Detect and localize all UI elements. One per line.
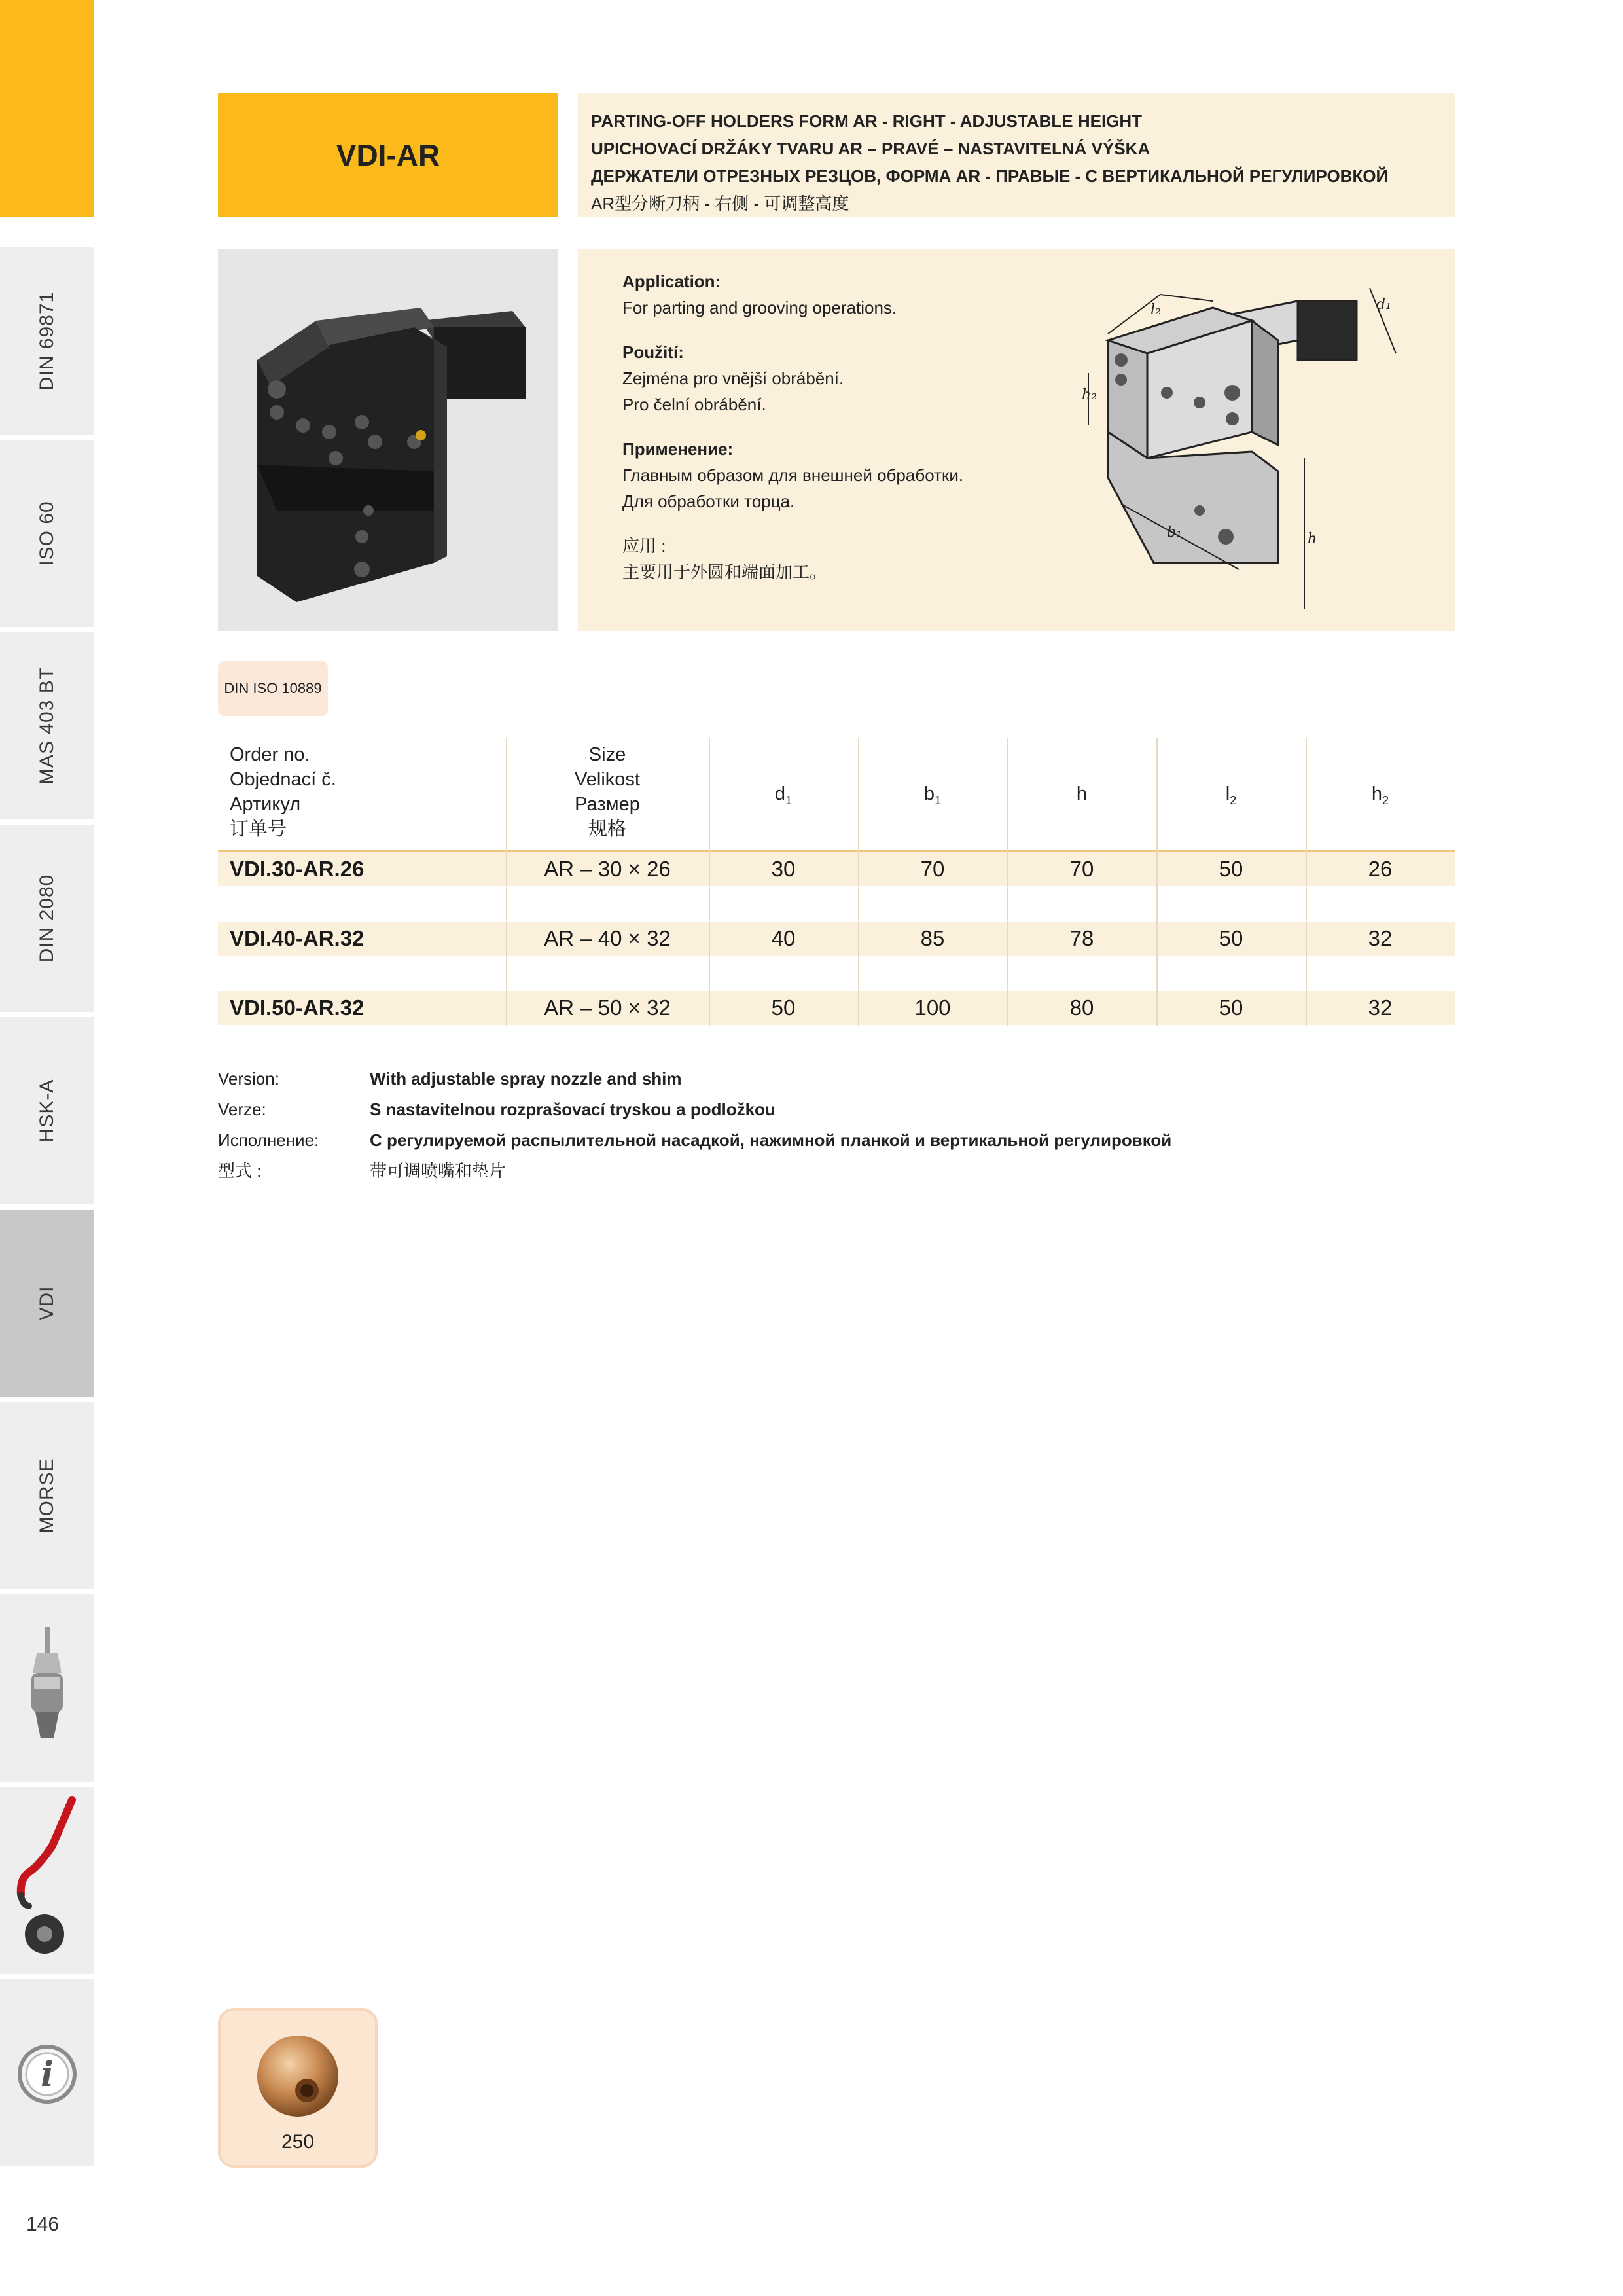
side-tab-morse[interactable]: MORSE — [0, 1402, 94, 1592]
side-tab-wrench-nut[interactable] — [0, 1787, 94, 1977]
wrench-nut-icon — [0, 1787, 94, 1977]
side-tab-mas-403-bt[interactable]: MAS 403 BT — [0, 632, 94, 822]
cell-h2: 26 — [1368, 857, 1393, 881]
svg-text:i: i — [41, 2054, 54, 2094]
application-heading-ru: Применение: — [622, 439, 734, 459]
cell-order: VDI.50-AR.32 — [230, 996, 365, 1020]
column-divider — [709, 738, 710, 1026]
page-title: VDI-AR — [336, 138, 440, 172]
spray-nozzle-ball-icon — [221, 2011, 375, 2135]
header-l2: $l_2$ — [1225, 783, 1237, 807]
version-row: Verze: S nastavitelnou rozprašovací tryskou a podložkou — [218, 1100, 776, 1119]
cell-h: 78 — [1069, 926, 1094, 950]
cell-b1: 85 — [920, 926, 945, 950]
related-item-card[interactable] — [218, 2008, 378, 2168]
side-tab-info[interactable] — [0, 1979, 94, 2169]
application-cz-line-2: Pro čelní obrábění. — [622, 395, 766, 414]
version-notes — [218, 1064, 1171, 1187]
product-photo — [218, 249, 558, 631]
header-order: Order no. Objednací č. Артикул 订单号 — [230, 744, 336, 840]
application-text — [622, 268, 963, 585]
cell-size: AR – 50 × 32 — [544, 996, 671, 1020]
card-number: 250 — [281, 2131, 315, 2153]
product-table — [218, 738, 1455, 1025]
tool-holder-image — [218, 249, 558, 631]
info-icon — [0, 1979, 94, 2169]
label-h: h — [1308, 531, 1317, 547]
application-ru-line-2: Для обработки торца. — [622, 492, 795, 511]
cell-h2: 32 — [1368, 926, 1393, 950]
description-cn: AR型分断刀柄 - 右侧 - 可调整高度 — [591, 194, 849, 213]
side-tab-din-69871[interactable]: DIN 69871 — [0, 247, 94, 437]
description-cz: UPICHOVACÍ DRŽÁKY TVARU AR – PRAVÉ – NASTAVITELNÁ VÝŠKA — [591, 139, 1150, 158]
header-b1: $b_1$ — [923, 783, 942, 807]
cell-size: AR – 40 × 32 — [544, 926, 671, 950]
header-size: Size Velikost Размер 规格 — [575, 744, 640, 840]
table-row — [218, 991, 1455, 1025]
drill-chuck-icon — [0, 1594, 94, 1784]
cell-h2: 32 — [1368, 996, 1393, 1020]
cell-b1: 70 — [920, 857, 945, 881]
label-b1: b₁ — [1167, 524, 1182, 541]
column-divider — [1306, 738, 1307, 1026]
header-h: h — [1076, 783, 1088, 804]
application-heading-cz: Použití: — [622, 342, 684, 362]
cell-size: AR – 30 × 26 — [544, 857, 671, 881]
version-row: Version: With adjustable spray nozzle and shim — [218, 1069, 682, 1088]
label-d1: d₁ — [1376, 296, 1391, 313]
column-divider — [858, 738, 859, 1026]
cell-l2: 50 — [1219, 857, 1243, 881]
table-header — [218, 738, 1455, 852]
application-cz-line-1: Zejména pro vnější obrábění. — [622, 368, 844, 388]
description-ru: ДЕРЖАТЕЛИ ОТРЕЗНЫХ РЕЗЦОВ, ФОРМА AR - ПРАВЫЕ - С ВЕРТИКАЛЬНОЙ РЕГУЛИРОВКОЙ — [591, 166, 1389, 186]
application-heading-en: Application: — [622, 272, 721, 291]
table-row — [218, 922, 1455, 956]
side-accent-block — [0, 0, 94, 217]
side-tab-iso-60[interactable]: ISO 60 — [0, 440, 94, 630]
application-heading-cn: 应用 : — [622, 536, 666, 556]
cell-d1: 30 — [771, 857, 796, 881]
cell-h: 80 — [1069, 996, 1094, 1020]
version-row: Исполнение: С регулируемой распылительной насадкой, нажимной планкой и вертикальной регулировкой — [218, 1130, 1172, 1150]
application-box — [578, 249, 1455, 631]
application-ru-line-1: Главным образом для внешней обработки. — [622, 465, 964, 485]
cell-d1: 40 — [771, 926, 796, 950]
header-d1: $d_1$ — [774, 783, 793, 807]
side-tab-din-2080[interactable]: DIN 2080 — [0, 825, 94, 1014]
cell-order: VDI.40-AR.32 — [230, 926, 365, 950]
application-cn-line: 主要用于外圆和端面加工。 — [622, 562, 827, 582]
column-divider — [1007, 738, 1008, 1026]
cell-l2: 50 — [1219, 926, 1243, 950]
page-number: 146 — [26, 2214, 60, 2235]
cell-order: VDI.30-AR.26 — [230, 857, 365, 881]
side-tab-hsk-a[interactable]: HSK-A — [0, 1017, 94, 1207]
technical-drawing — [1082, 262, 1442, 622]
header-h2: $h_2$ — [1371, 783, 1389, 807]
column-divider — [1156, 738, 1158, 1026]
side-tab-vdi[interactable]: VDI — [0, 1210, 94, 1399]
label-h2: h₂ — [1082, 387, 1097, 403]
cell-d1: 50 — [771, 996, 796, 1020]
side-tab-drill-chuck[interactable] — [0, 1594, 94, 1784]
column-divider — [506, 738, 507, 1026]
description-box — [578, 93, 1455, 217]
cell-l2: 50 — [1219, 996, 1243, 1020]
application-en-line: For parting and grooving operations. — [622, 298, 897, 317]
din-badge: DIN ISO 10889 — [218, 661, 328, 716]
cell-h: 70 — [1069, 857, 1094, 881]
version-row: 型式 : 带可调喷嘴和垫片 — [218, 1161, 507, 1181]
description-en: PARTING-OFF HOLDERS FORM AR - RIGHT - ADJUSTABLE HEIGHT — [591, 111, 1143, 131]
cell-b1: 100 — [914, 996, 951, 1020]
title-box — [218, 93, 558, 217]
table-row — [218, 852, 1455, 886]
label-l2: l₂ — [1150, 302, 1161, 318]
